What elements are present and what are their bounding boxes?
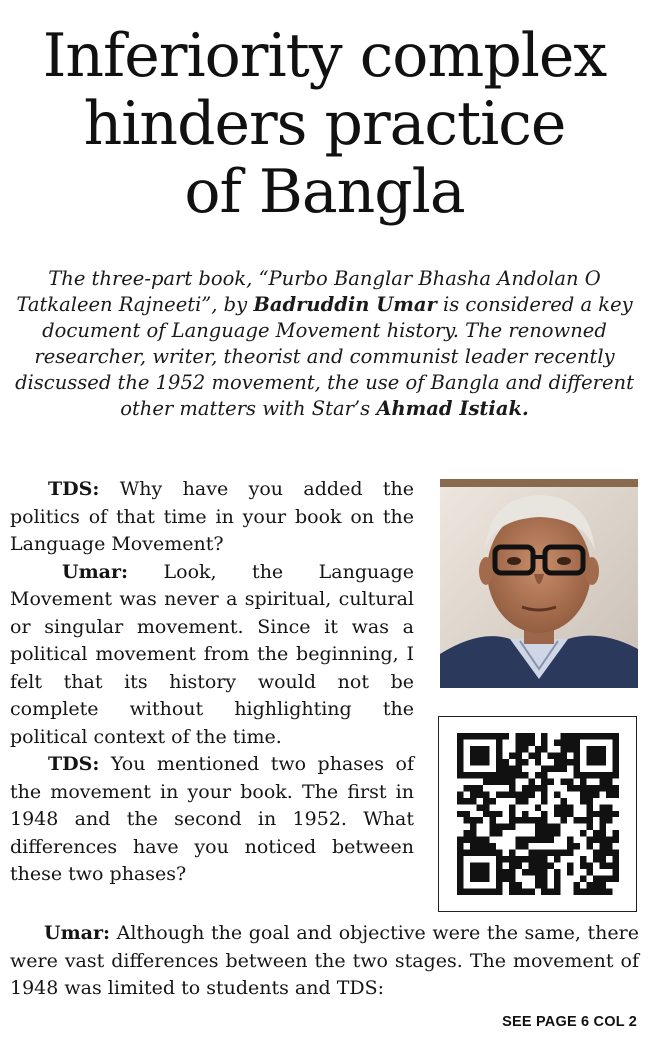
question-text: Why have you added the politics of that time in your book on the Language Movement? — [10, 478, 414, 555]
headline-line-3: of Bangla — [184, 157, 465, 227]
continued-label: TDS: — [336, 977, 385, 999]
question-1 — [10, 476, 414, 559]
intro-text-1: The three-part book, “Purbo Banglar Bhasha Andolan O Tatkaleen Rajneeti”, by — [16, 267, 601, 316]
interview-column — [10, 476, 414, 889]
headline-line-1: Inferiority complex — [42, 21, 607, 91]
question-text: You mentioned two phases of the movement in your book. The first in 1948 and the second in 1952. What differences have you noticed between these two phases? — [10, 753, 414, 885]
headline — [0, 22, 649, 226]
question-2 — [10, 751, 414, 889]
answer-2-full-width — [10, 920, 639, 1003]
qr-code-box[interactable] — [438, 716, 637, 912]
portrait-photo — [440, 479, 638, 688]
question-label: TDS: — [48, 478, 100, 500]
answer-text: Look, the Language Movement was never a spiritual, cultural or singular movement. Since it was a political movement from the beginning, I felt that its history would not be complete without highlighting the political context of the time. — [10, 560, 414, 748]
interviewer-name: Ahmad Istiak. — [376, 397, 529, 420]
answer-2 — [10, 920, 639, 1003]
qr-code-icon — [457, 733, 619, 895]
answer-text: Although the goal and objective were the same, there were vast differences between the two stages. The movement of 1948 was limited to students and — [10, 922, 639, 999]
answer-label: Umar: — [62, 560, 129, 583]
question-label: TDS: — [48, 753, 100, 775]
headline-line-2: hinders practice — [83, 89, 566, 159]
intro-text-2: is considered a key document of Language Movement history. The renowned researcher, writer, theorist and communist leader recently discussed the 1952 movement, the use of Bangla and different other matters with Star’s — [15, 293, 634, 420]
portrait-illustration — [440, 479, 638, 688]
answer-label: Umar: — [44, 922, 111, 944]
jump-line: SEE PAGE 6 COL 2 — [502, 1014, 637, 1030]
intro-deck — [14, 266, 635, 422]
author-name: Badruddin Umar — [253, 293, 437, 316]
answer-1 — [10, 559, 414, 752]
